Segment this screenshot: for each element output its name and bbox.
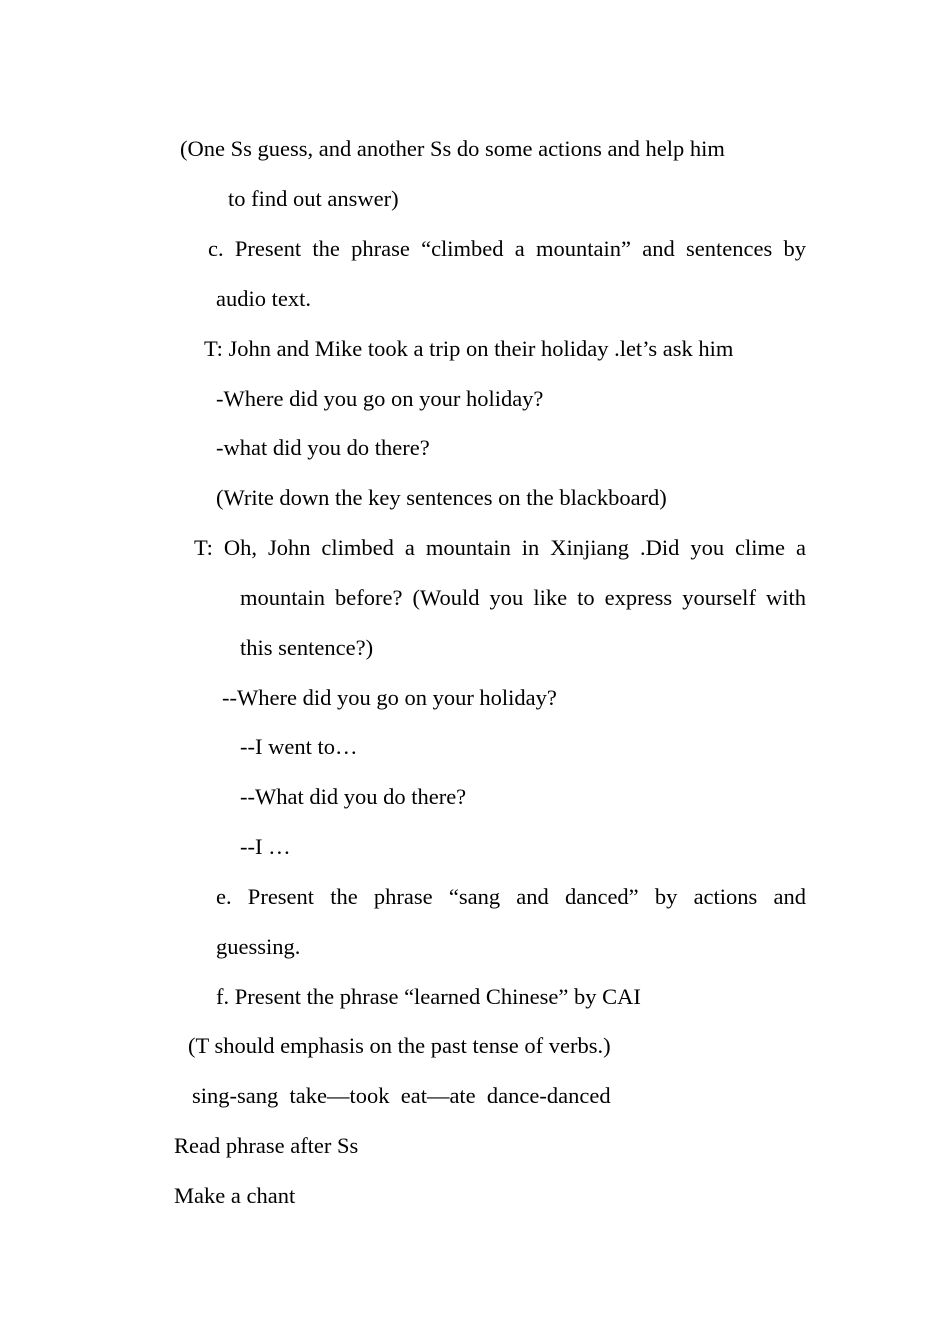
text-line: Read phrase after Ss [174,1133,359,1158]
text-line: this sentence?) [240,635,374,660]
text-line: T: Oh, John climbed a mountain in Xinjiang .Did you clime a [194,535,806,560]
text-line: to find out answer) [228,186,399,211]
text-line: sing-sang take—took eat—ate dance-danced [192,1083,611,1108]
text-line: --What did you do there? [240,784,467,809]
text-line: audio text. [216,286,311,311]
text-line: mountain before? (Would you like to express yourself with [240,585,806,610]
text-line: e. Present the phrase “sang and danced” by actions and [216,884,806,909]
text-line: guessing. [216,934,301,959]
text-line: f. Present the phrase “learned Chinese” by CAI [216,984,641,1009]
text-line: T: John and Mike took a trip on their holiday .let’s ask him [204,336,734,361]
text-line: -what did you do there? [216,435,430,460]
text-line: -Where did you go on your holiday? [216,386,544,411]
text-line: --I went to… [240,734,358,759]
text-line: Make a chant [174,1183,296,1208]
text-line: c. Present the phrase “climbed a mountain” and sentences by [208,236,806,261]
text-line: --Where did you go on your holiday? [222,685,557,710]
text-line: (One Ss guess, and another Ss do some actions and help him [180,136,725,161]
text-line: --I … [240,834,291,859]
text-line: (T should emphasis on the past tense of verbs.) [188,1033,611,1058]
text-line: (Write down the key sentences on the blackboard) [216,485,667,510]
